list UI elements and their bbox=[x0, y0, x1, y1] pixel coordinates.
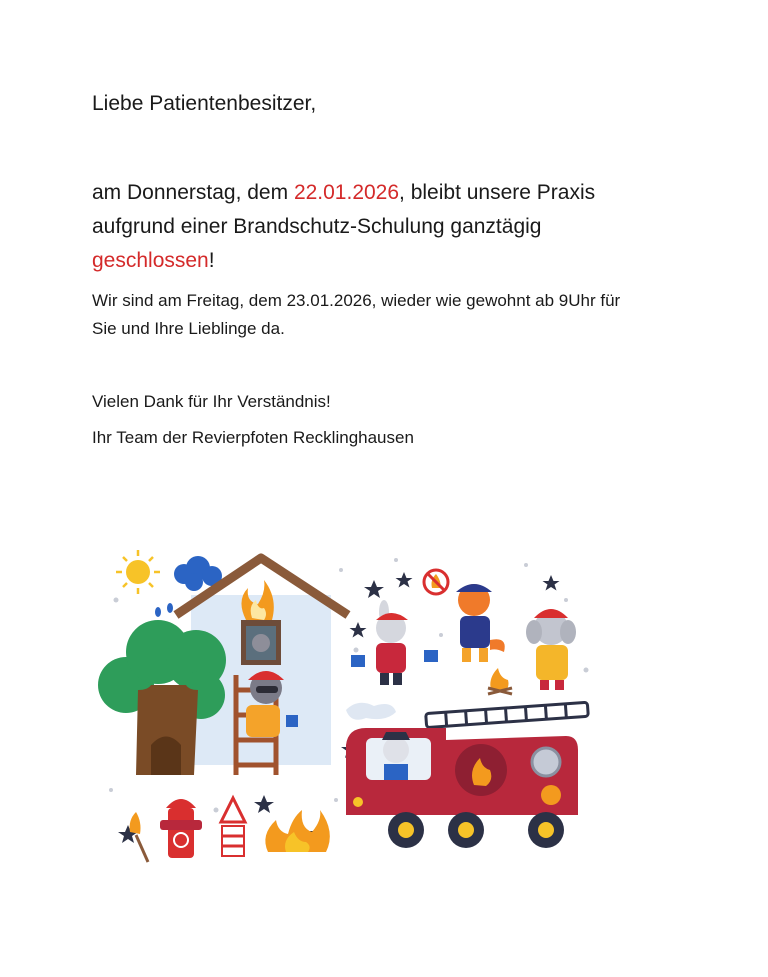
reopen-line-2: Sie und Ihre Lieblinge da. bbox=[92, 319, 285, 338]
campfire-icon bbox=[488, 668, 512, 694]
closure-date: 22.01.2026 bbox=[293, 181, 400, 204]
fox-firefighter bbox=[456, 584, 505, 662]
sun-icon bbox=[116, 550, 160, 594]
thanks-text: Vielen Dank für Ihr Verständnis! bbox=[92, 392, 331, 411]
closed-word: geschlossen bbox=[92, 249, 209, 272]
greeting: Liebe Patientenbesitzer, bbox=[92, 92, 317, 115]
announcement-rest: , bleibt unsere Praxis bbox=[399, 181, 596, 204]
closure-announcement bbox=[92, 176, 595, 278]
no-fire-sign-icon bbox=[424, 570, 448, 594]
elephant-firefighter bbox=[526, 609, 576, 690]
team-signature: Ihr Team der Revierpfoten Recklinghausen bbox=[92, 428, 414, 447]
fire-hydrant-icon bbox=[160, 799, 202, 858]
announcement-reason: aufgrund einer Brandschutz-Schulung ganztägig bbox=[92, 215, 542, 238]
match-icon bbox=[130, 812, 148, 862]
reopen-line-1: Wir sind am Freitag, dem 23.01.2026, wieder wie gewohnt ab 9Uhr für bbox=[92, 291, 621, 310]
closed-punct: ! bbox=[208, 249, 215, 272]
firefighter-animals-illustration bbox=[96, 540, 606, 870]
rabbit-firefighter bbox=[351, 600, 438, 685]
announcement-intro: am Donnerstag, dem bbox=[92, 181, 294, 204]
reopen-notice bbox=[92, 287, 620, 343]
flame-icon bbox=[265, 810, 330, 852]
fire-truck bbox=[346, 702, 588, 848]
warning-sign-icon bbox=[221, 798, 245, 856]
